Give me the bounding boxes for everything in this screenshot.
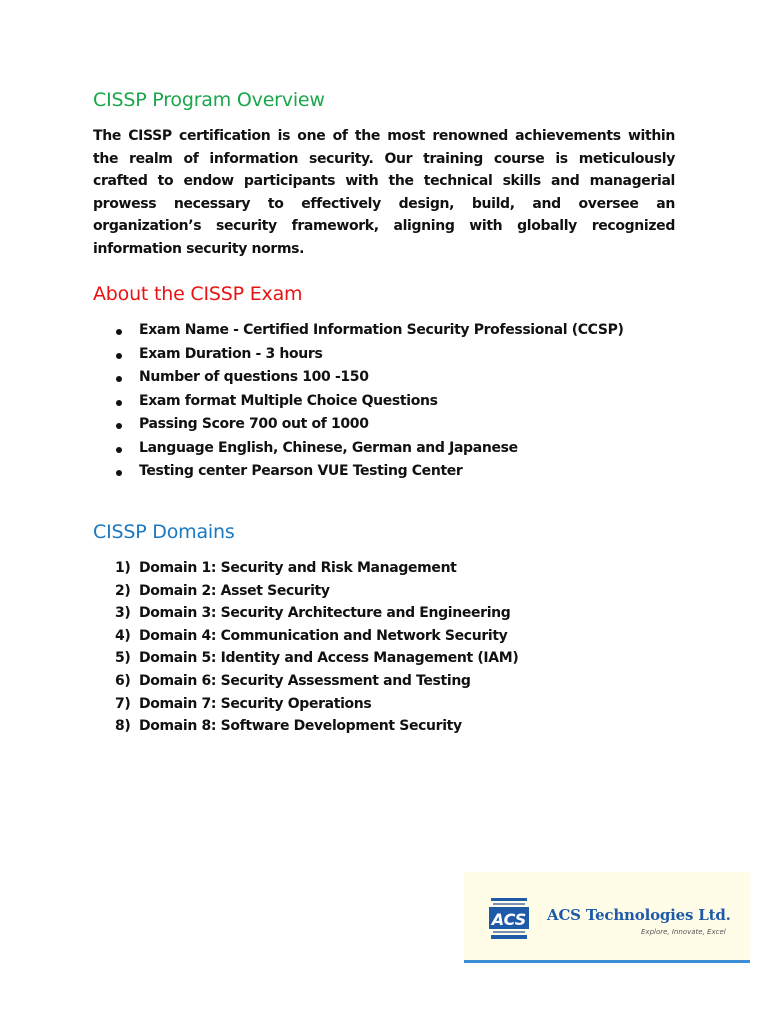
list-item: 8) Domain 8: Software Development Security: [115, 718, 462, 735]
company-logo-banner: [464, 872, 750, 963]
list-item: Testing center Pearson VUE Testing Center: [112, 460, 624, 484]
company-name: ACS Technologies Ltd.: [547, 906, 731, 924]
bullet-icon: [116, 376, 122, 382]
list-item: 1) Domain 1: Security and Risk Management: [115, 560, 457, 576]
list-item: 7) Domain 7: Security Operations: [115, 695, 372, 712]
bullet-icon: [116, 470, 122, 476]
list-item: Language English, Chinese, German and Japanese: [112, 437, 624, 461]
overview-paragraph: The CISSP certification is one of the most renowned achievements within the realm of information security. Our training course is meticulously crafted to endow participants with the technical skills and managerial prowess necessary to effectively design, build, and oversee an organization’s security framework, aligning with globally recognized information security norms.: [93, 128, 675, 257]
bullet-icon: [116, 329, 122, 335]
bullet-icon: [116, 447, 122, 453]
list-item: 4) Domain 4: Communication and Network Security: [115, 627, 508, 644]
list-item: 2) Domain 2: Asset Security: [115, 582, 330, 599]
overview-heading: CISSP Program Overview: [93, 89, 325, 111]
list-item: 6) Domain 6: Security Assessment and Testing: [115, 672, 471, 689]
list-item: 5) Domain 5: Identity and Access Management (IAM): [115, 650, 519, 667]
list-item: Number of questions 100 -150: [112, 366, 624, 390]
list-item: Exam Duration - 3 hours: [112, 343, 624, 367]
list-item: 3) Domain 3: Security Architecture and Engineering: [115, 605, 511, 622]
exam-details-list: [112, 319, 624, 484]
bullet-icon: [116, 400, 122, 406]
company-tagline: Explore, Innovate, Excel: [641, 928, 726, 936]
svg-text:ACS: ACS: [491, 910, 527, 929]
list-item: Exam Name - Certified Information Security Professional (CCSP): [112, 319, 624, 343]
bullet-icon: [116, 353, 122, 359]
domains-heading: CISSP Domains: [93, 521, 235, 543]
exam-heading: About the CISSP Exam: [93, 283, 303, 305]
bullet-icon: [116, 423, 122, 429]
domains-list: [115, 557, 518, 738]
acs-logo-icon: [489, 898, 529, 940]
list-item: Passing Score 700 out of 1000: [112, 413, 624, 437]
list-item: Exam format Multiple Choice Questions: [112, 390, 624, 414]
